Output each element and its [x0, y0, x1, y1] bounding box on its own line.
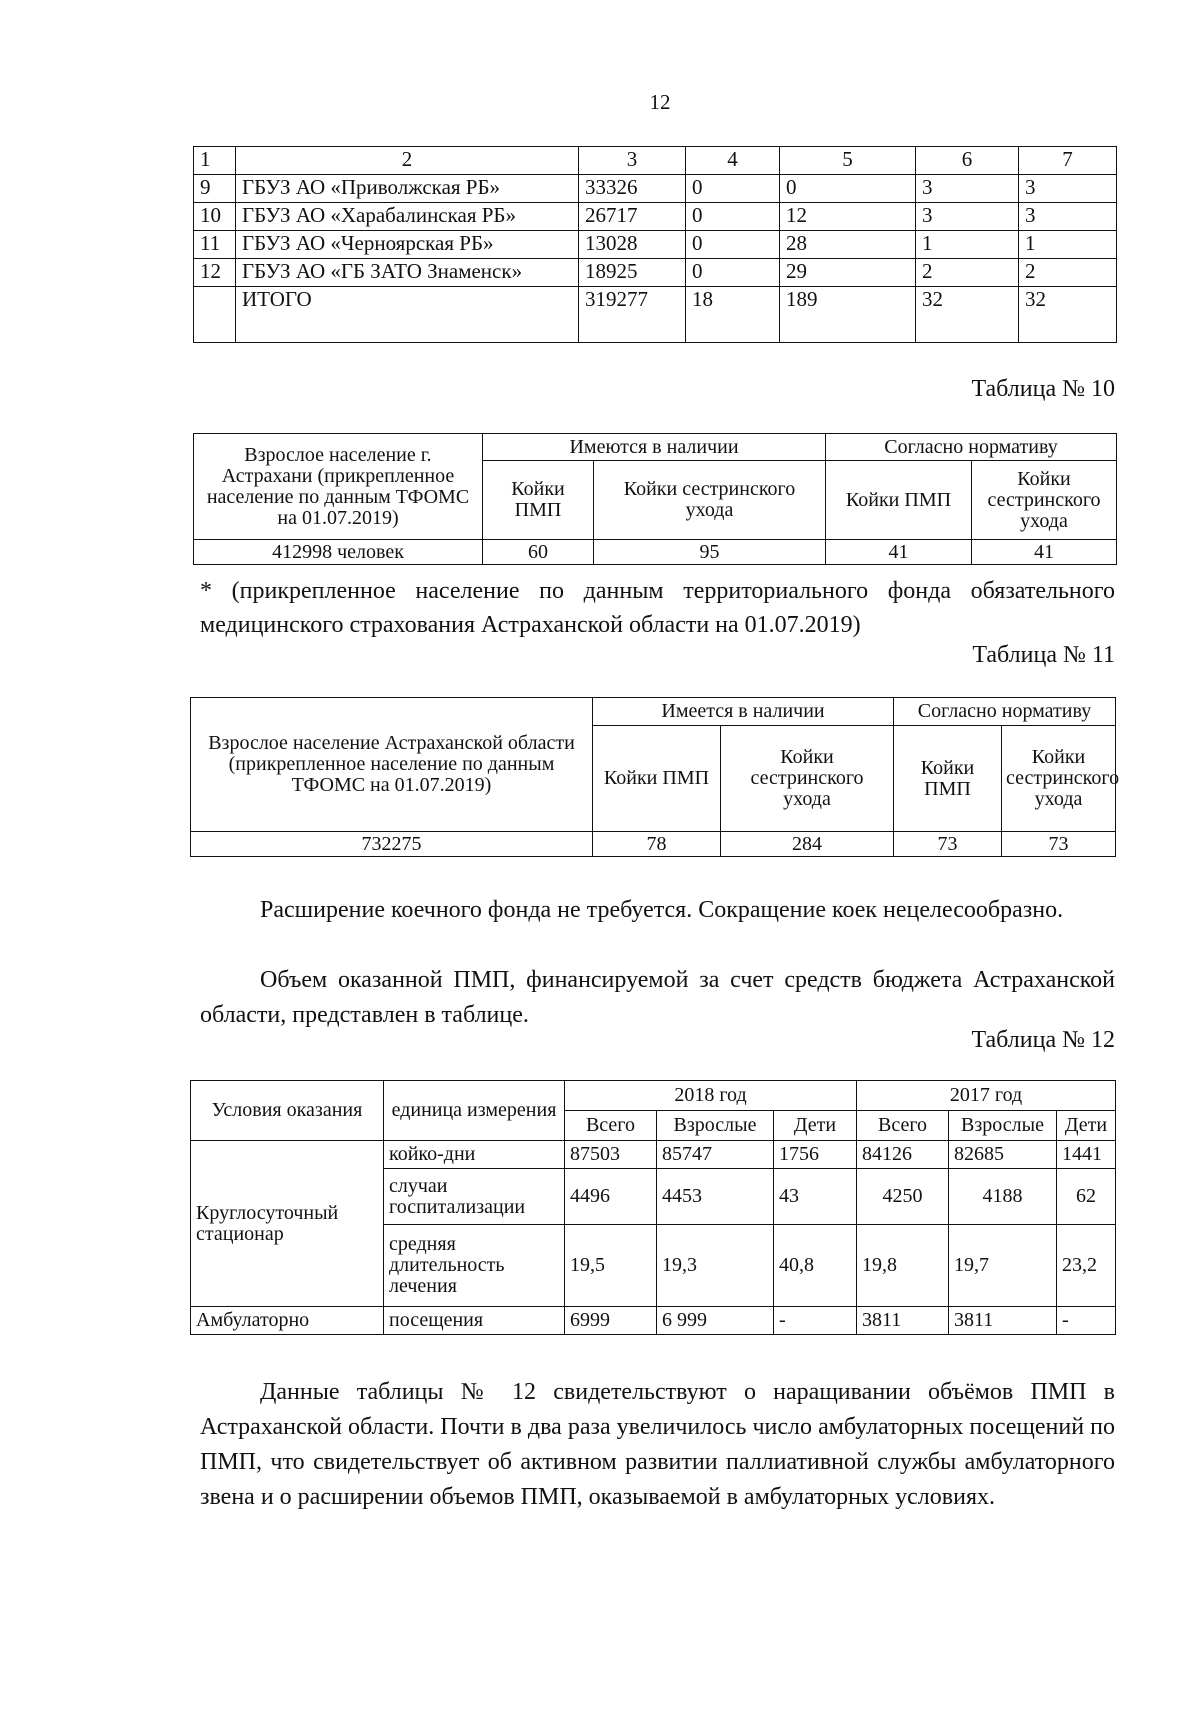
table-row [194, 203, 1117, 231]
header-cell: 7 [1019, 147, 1117, 175]
table-cell: 85747 [657, 1141, 774, 1169]
table-cell: 18925 [579, 259, 686, 287]
table-cell: 40,8 [774, 1225, 857, 1307]
table-row [194, 231, 1117, 259]
header-cell: Всего [857, 1111, 949, 1141]
group-label: Амбулаторно [191, 1307, 384, 1335]
city-beds-table [193, 433, 1117, 565]
unit-header: единица измерения [384, 1081, 565, 1141]
table-cell: 3 [1019, 203, 1117, 231]
table-cell: 12 [194, 259, 236, 287]
table-cell: 0 [686, 231, 780, 259]
page-number: 12 [649, 90, 671, 114]
table-cell: 0 [686, 259, 780, 287]
table-row [194, 259, 1117, 287]
table-cell: 2 [916, 259, 1019, 287]
group-label: Круглосуточный стационар [191, 1141, 384, 1307]
table-header-row [191, 698, 1116, 726]
table-cell: 33326 [579, 175, 686, 203]
facilities-table [193, 146, 1117, 343]
norm-header: Согласно нормативу [826, 434, 1117, 461]
table-cell: 3811 [857, 1307, 949, 1335]
table-cell: 82685 [949, 1141, 1057, 1169]
table-cell: 4496 [565, 1169, 657, 1225]
year-2017-header: 2017 год [857, 1081, 1116, 1111]
header-cell: 3 [579, 147, 686, 175]
table-cell: 95 [594, 540, 826, 565]
table-cell: 43 [774, 1169, 857, 1225]
table-cell: 2 [1019, 259, 1117, 287]
table-cell: 13028 [579, 231, 686, 259]
table-cell: ГБУЗ АО «Черноярская РБ» [236, 231, 579, 259]
table-cell: 19,7 [949, 1225, 1057, 1307]
header-cell: Дети [1057, 1111, 1116, 1141]
table-cell: 73 [894, 832, 1002, 857]
table-cell: 11 [194, 231, 236, 259]
care-volume-table [190, 1080, 1116, 1335]
table-cell: 1441 [1057, 1141, 1116, 1169]
table-cell [194, 287, 236, 343]
unit-cell: случаи госпитализации [384, 1169, 565, 1225]
table-cell: 78 [593, 832, 721, 857]
table-cell: 26717 [579, 203, 686, 231]
header-cell: Койки ПМП [593, 726, 721, 832]
table10-footnote: * (прикрепленное население по данным территориального фонда обязательного медицинского страхования Астраханской области на 01.07.2019) [200, 578, 1115, 638]
total-row [194, 287, 1117, 343]
region-beds-table [190, 697, 1120, 857]
table-cell: 19,5 [565, 1225, 657, 1307]
table-cell: 23,2 [1057, 1225, 1116, 1307]
table-cell: 1 [916, 231, 1019, 259]
table12-caption: Таблица № 12 [971, 1027, 1115, 1053]
table-cell: 18 [686, 287, 780, 343]
table-cell: 4453 [657, 1169, 774, 1225]
header-cell: Койки ПМП [826, 461, 972, 540]
header-cell: 6 [916, 147, 1019, 175]
available-header: Имеются в наличии [483, 434, 826, 461]
table-row [194, 175, 1117, 203]
table-cell: 12 [780, 203, 916, 231]
table-cell: 9 [194, 175, 236, 203]
header-cell: 4 [686, 147, 780, 175]
table-cell: 3 [916, 175, 1019, 203]
unit-cell: койко-дни [384, 1141, 565, 1169]
table-cell: 732275 [191, 832, 593, 857]
table-cell: 3 [1019, 175, 1117, 203]
table-cell: 41 [972, 540, 1117, 565]
table-cell: 0 [780, 175, 916, 203]
table10-caption: Таблица № 10 [971, 376, 1115, 402]
table-cell: 19,8 [857, 1225, 949, 1307]
table-cell: 87503 [565, 1141, 657, 1169]
table-cell: 29 [780, 259, 916, 287]
unit-cell: средняя длительность лечения [384, 1225, 565, 1307]
table-cell: 19,3 [657, 1225, 774, 1307]
table-row [191, 832, 1116, 857]
table11-caption: Таблица № 11 [972, 642, 1115, 668]
table-row [194, 540, 1117, 565]
table-cell: - [774, 1307, 857, 1335]
header-cell: 1 [194, 147, 236, 175]
population-header: Взрослое население Астраханской области (прикрепленное население по данным ТФОМС на 01.07.2019) [191, 698, 593, 832]
table-cell: - [1057, 1307, 1116, 1335]
available-header: Имеется в наличии [593, 698, 894, 726]
table-cell: 412998 человек [194, 540, 483, 565]
header-cell: Койки ПМП [483, 461, 594, 540]
norm-header: Согласно нормативу [894, 698, 1116, 726]
header-cell: Взрослые [949, 1111, 1057, 1141]
table-header-row [194, 434, 1117, 461]
table-header-row [194, 147, 1117, 175]
table-cell: 0 [686, 175, 780, 203]
table-cell: 4250 [857, 1169, 949, 1225]
header-cell: Взрослые [657, 1111, 774, 1141]
table-cell: 189 [780, 287, 916, 343]
unit-cell: посещения [384, 1307, 565, 1335]
paragraph-beds: Расширение коечного фонда не требуется. Сокращение коек нецелесообразно. [260, 897, 1064, 923]
table-cell: ГБУЗ АО «ГБ ЗАТО Знаменск» [236, 259, 579, 287]
table-cell: 32 [1019, 287, 1117, 343]
table-cell: 6999 [565, 1307, 657, 1335]
table-cell: 4188 [949, 1169, 1057, 1225]
table-cell: 3811 [949, 1307, 1057, 1335]
header-cell: Дети [774, 1111, 857, 1141]
table-cell: 0 [686, 203, 780, 231]
header-cell: Койки сестринского ухода [1002, 726, 1116, 832]
header-cell: Койки сестринского ухода [594, 461, 826, 540]
conditions-header: Условия оказания [191, 1081, 384, 1141]
table-cell: 10 [194, 203, 236, 231]
table-cell: 84126 [857, 1141, 949, 1169]
table-cell: 60 [483, 540, 594, 565]
year-2018-header: 2018 год [565, 1081, 857, 1111]
table-cell: 3 [916, 203, 1019, 231]
table-cell: 319277 [579, 287, 686, 343]
table-cell: 1756 [774, 1141, 857, 1169]
table-cell: 1 [1019, 231, 1117, 259]
header-cell: Койки ПМП [894, 726, 1002, 832]
population-header: Взрослое население г. Астрахани (прикрепленное население по данным ТФОМС на 01.07.2019) [194, 434, 483, 540]
table-cell: 28 [780, 231, 916, 259]
table-cell: 62 [1057, 1169, 1116, 1225]
table-row [191, 1307, 1116, 1335]
table-cell: 41 [826, 540, 972, 565]
table-header-row [191, 1081, 1116, 1111]
table-cell: 284 [721, 832, 894, 857]
header-cell: 2 [236, 147, 579, 175]
header-cell: Койки сестринского ухода [972, 461, 1117, 540]
paragraph-conclusion: Данные таблицы № 12 свидетельствуют о наращивании объёмов ПМП в Астраханской области. Почти в два раза увеличилось число амбулаторных посещений по ПМП, что свидетельствует об активном развитии паллиативной службы амбулаторного звена и о расширении объемов ПМП, оказываемой в амбулаторных условиях. [200, 1379, 1115, 1510]
table-cell: ГБУЗ АО «Харабалинская РБ» [236, 203, 579, 231]
paragraph-volume: Объем оказанной ПМП, финансируемой за счет средств бюджета Астраханской области, представлен в таблице. [200, 967, 1115, 1028]
table-row [191, 1141, 1116, 1169]
table-cell: 32 [916, 287, 1019, 343]
table-cell: 6 999 [657, 1307, 774, 1335]
table-cell: ГБУЗ АО «Приволжская РБ» [236, 175, 579, 203]
header-cell: 5 [780, 147, 916, 175]
header-cell: Всего [565, 1111, 657, 1141]
total-label: ИТОГО [236, 287, 579, 343]
header-cell: Койки сестринского ухода [721, 726, 894, 832]
table-cell: 73 [1002, 832, 1116, 857]
